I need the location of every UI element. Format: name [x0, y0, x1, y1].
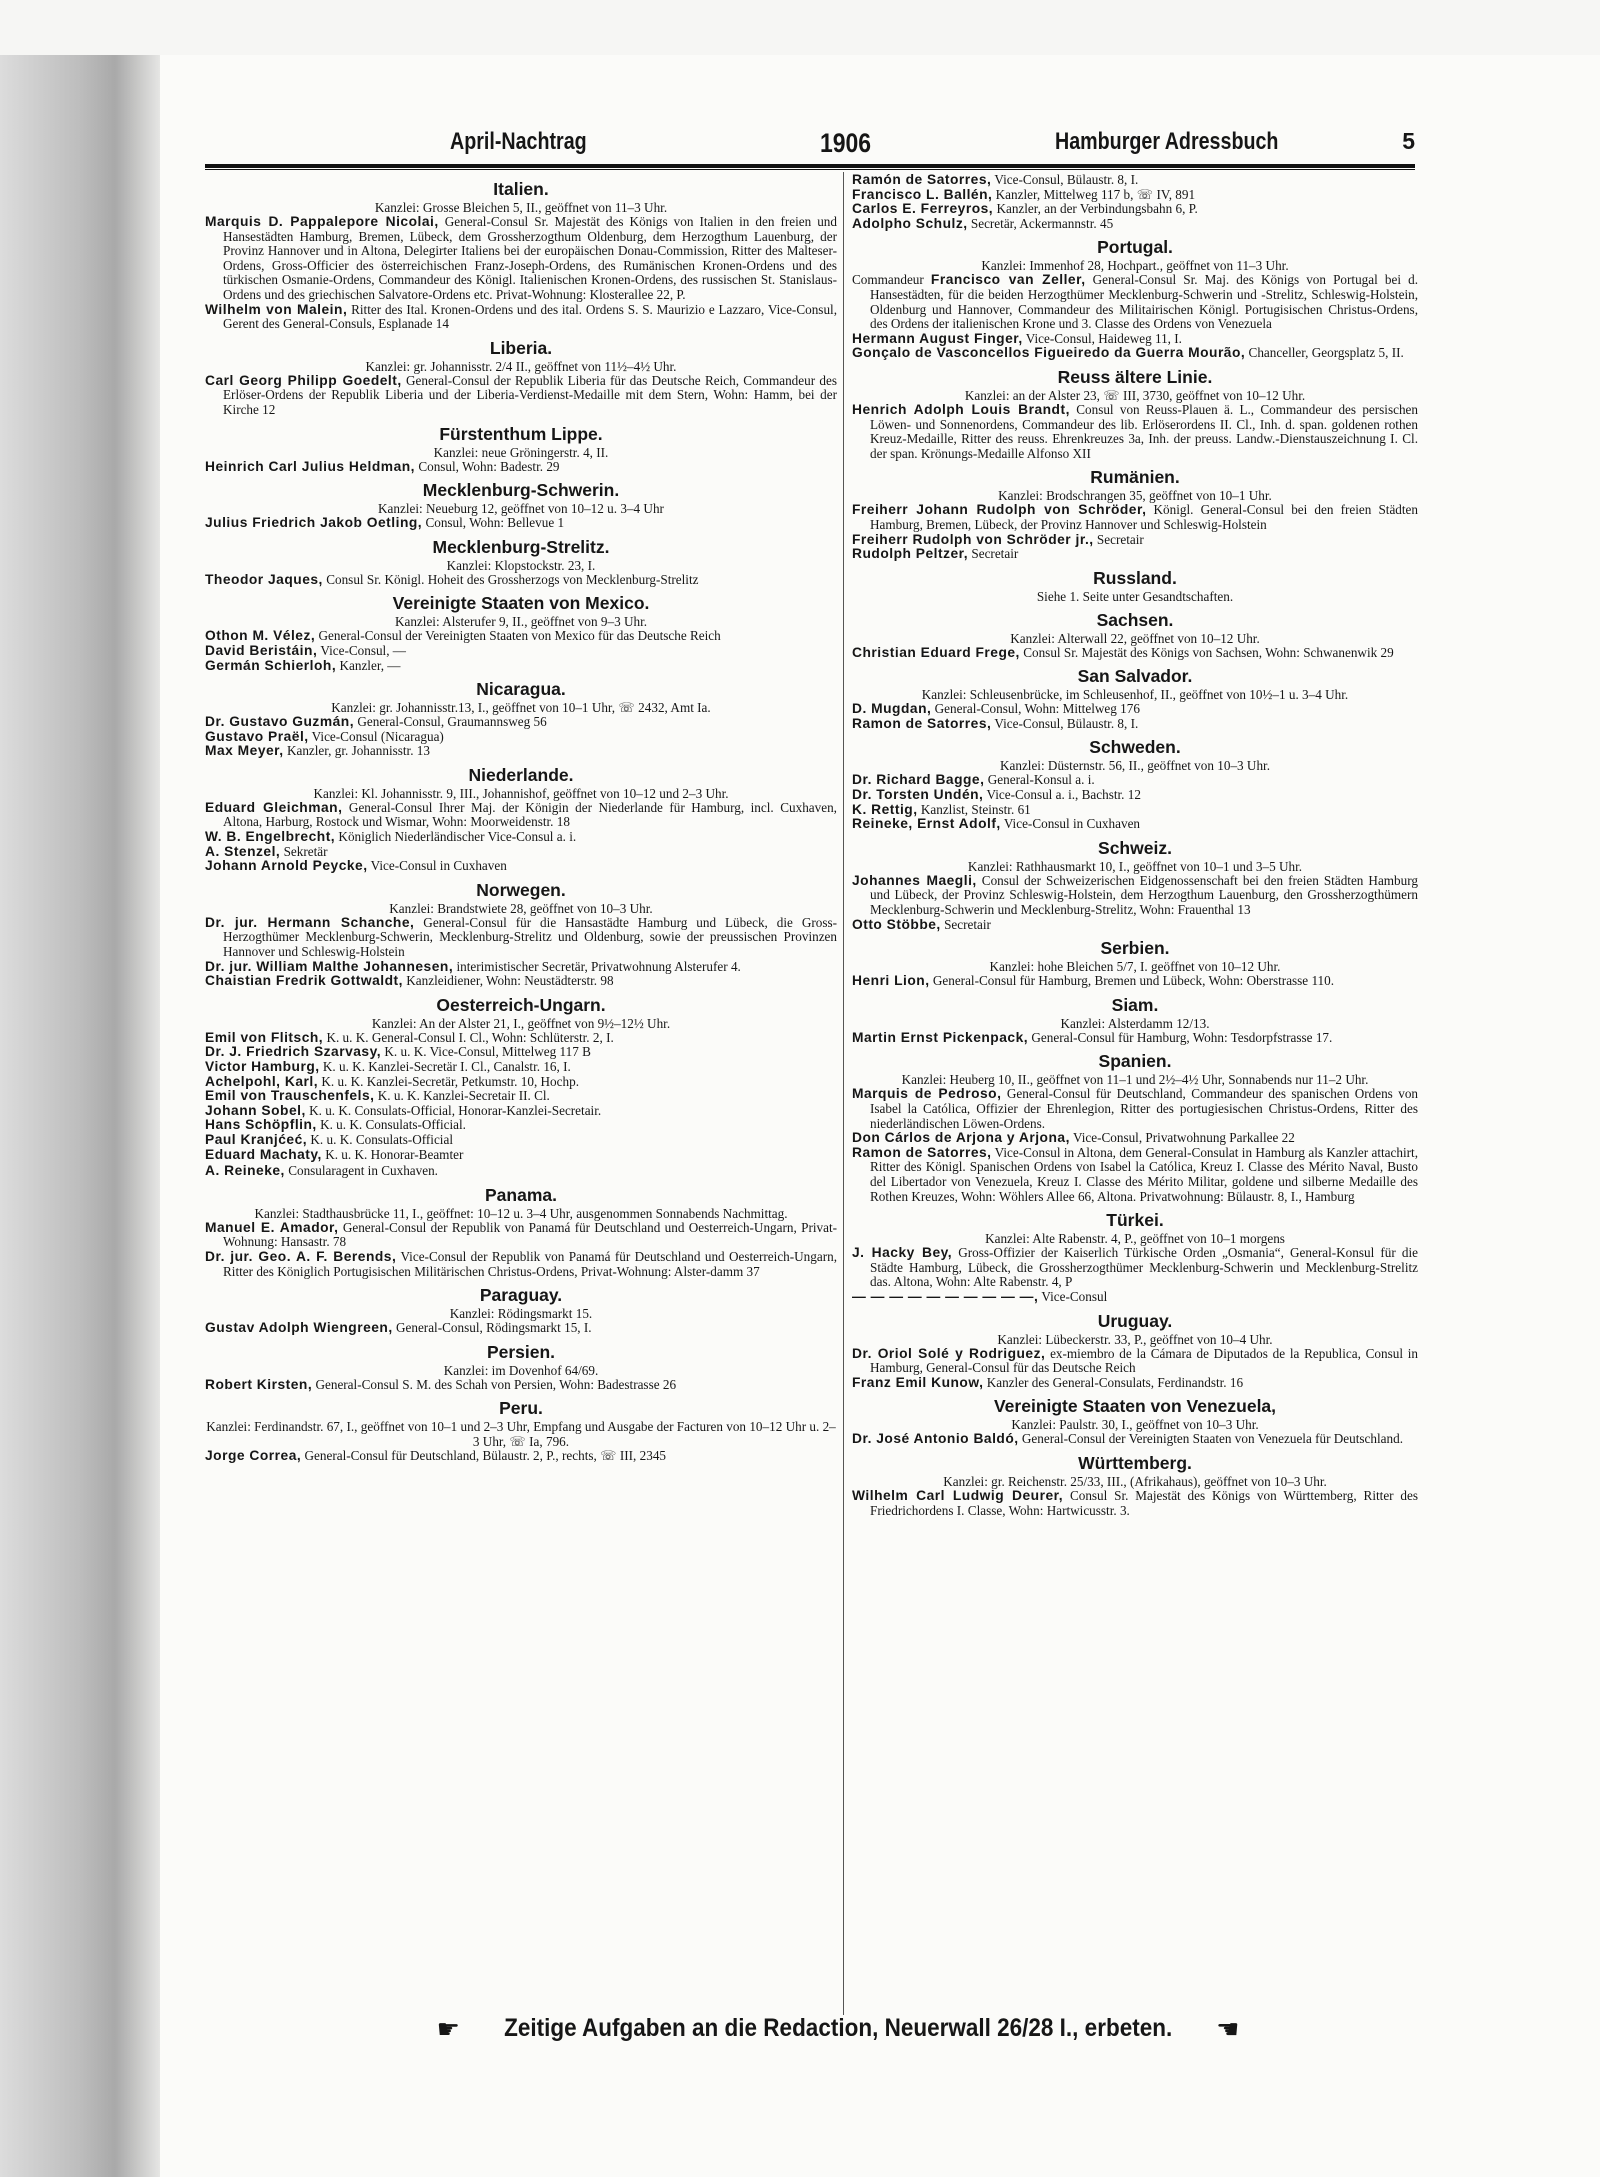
person-details: General-Consul der Vereinigten Staaten von Mexico für das Deutsche Reich: [315, 628, 721, 644]
person-details: K. u. K. Honorar-Beamter: [321, 1146, 464, 1162]
person-details: ex-miembro de la Cámara de Diputados de la Republica, Consul in Hamburg, General-Consul für das Deutsche Reich: [870, 1345, 1418, 1376]
directory-entry: [205, 215, 837, 303]
person-details: Vice-Consul, Haideweg 11, I.: [1022, 330, 1182, 346]
person-name: Franz Emil Kunow,: [852, 1374, 984, 1390]
consulate-section: [205, 880, 837, 989]
directory-entry: [205, 715, 837, 730]
person-details: Vice-Consul, —: [317, 642, 406, 658]
consulate-section: [852, 1396, 1418, 1447]
person-details: General-Consul für Deutschland, Bülaustr. 2, P., rechts, ☏ III, 2345: [301, 1448, 667, 1464]
directory-entry: [205, 801, 837, 830]
consulate-section: [205, 1185, 837, 1279]
person-details: General-Consul der Republik von Panamá für Deutschland und Oesterreich-Ungarn, Privat-Wohnung: Hansastr. 78: [223, 1219, 837, 1250]
directory-entry: [205, 1133, 837, 1148]
directory-entry: [852, 646, 1418, 661]
directory-entry: [205, 659, 837, 674]
person-details: General-Consul für die Hansastädte Hamburg und Lübeck, die Gross-Herzogthümer Mecklenburg-Schwerin, Mecklenburg-Strelitz und Oldenburg, sowie der preussischen Provinzen Hannover und Schleswig-Holstein: [223, 914, 837, 960]
office-info: Kanzlei: Schleusenbrücke, im Schleusenhof, II., geöffnet von 10½–1 u. 3–4 Uhr.: [921, 687, 1349, 703]
person-details: Königl. General-Consul bei den freien Städten Hamburg, Bremen, Lübeck, der Provinz Hannover und Schleswig-Holstein: [870, 502, 1418, 532]
consulate-section: [205, 1398, 837, 1464]
country-heading: Siam.: [1111, 994, 1159, 1015]
person-name: Dr. Torsten Undén,: [852, 787, 984, 803]
country-heading: Vereinigte Staaten von Mexico.: [392, 593, 650, 614]
country-heading: Schweiz.: [1098, 837, 1172, 858]
person-name: Wilhelm von Malein,: [205, 301, 348, 317]
person-name: Henrich Adolph Louis Brandt,: [852, 401, 1070, 417]
office-info: Kanzlei: Lübeckerstr. 33, P., geöffnet von 10–4 Uhr.: [997, 1331, 1273, 1347]
person-name: Otto Stöbbe,: [852, 916, 941, 932]
person-details: K. u. K. Consulats-Official, Honorar-Kanzlei-Secretair.: [305, 1102, 602, 1118]
consulate-section: [852, 610, 1418, 661]
person-details: K. u. K. Kanzlei-Secretair II. Cl.: [374, 1088, 550, 1104]
person-details: Secretair: [1093, 531, 1144, 547]
office-info: Kanzlei: Düsternstr. 56, II., geöffnet von 10–3 Uhr.: [999, 758, 1271, 774]
person-details: Vice-Consul der Republik von Panamá für Deutschland und Oesterreich-Ungarn, Ritter des Königlich Portugisischen Militärischen Christus-Ordens, Privat-Wohnung: Alster-damm 37: [223, 1248, 837, 1279]
directory-entry: [205, 460, 837, 475]
country-heading: Schweden.: [1089, 737, 1181, 758]
directory-entry: [852, 403, 1418, 461]
country-heading: Spanien.: [1098, 1051, 1172, 1072]
person-details: Kanzleidiener, Wohn: Neustädterstr. 98: [402, 973, 614, 989]
directory-entry: [205, 1089, 837, 1104]
office-info: Kanzlei: Heuberg 10, II., geöffnet von 11–1 und 2½–4½ Uhr, Sonnabends nur 11–2 Uhr.: [901, 1072, 1369, 1088]
office-info: Kanzlei: Immenhof 28, Hochpart., geöffnet von 11–3 Uhr.: [981, 258, 1289, 274]
directory-entry: [205, 1321, 837, 1336]
header-rule: [205, 164, 1415, 170]
person-details: Consul von Reuss-Plauen ä. L., Commandeur des persischen Löwen- und Sonnenordens, Commandeur des lib. Erlöserordens II. Cl., Inh. d. span. goldenen rothen Kreuz-Medaille, Ritter des reuss. Ehrenkreuzes 3a, Inh. der preuss. Landw.-Dienstauszeichnung I. Cl. der span. Krönungs-Medaille Alfonso XII: [870, 401, 1418, 461]
person-details: Vice-Consul in Altona, dem General-Consulat in Hamburg als Kanzler attachirt, Ritter des Königl. Spanischen Ordens von Isabel la Católica, Kreuz I. Classe des Mérito Naval, Busto del Libertador von Venezuela, Kreuz I. Classe des Mérito Militar, goldene und silberne Medaille des Rothen Kreuzes, Wohn: Wöhlers Allee 66, Altona. Privatwohnung: Bülaustr. 8, I., Hamburg: [870, 1144, 1418, 1204]
directory-entry: [852, 717, 1418, 732]
country-heading: Nicaragua.: [476, 679, 566, 700]
person-name: Dr. jur. Hermann Schanche,: [205, 914, 415, 930]
directory-entry: [205, 644, 837, 659]
consulate-section: [852, 1311, 1418, 1391]
person-name: Theodor Jaques,: [205, 571, 323, 587]
directory-entry: [852, 173, 1418, 188]
person-details: Vice-Consul: [1038, 1288, 1108, 1304]
consulate-section: [852, 173, 1418, 231]
person-details: Kanzler des General-Consulats, Ferdinandstr. 16: [983, 1374, 1244, 1390]
directory-entry: [852, 217, 1418, 232]
office-info: Kanzlei: Rödingsmarkt 15.: [449, 1306, 593, 1322]
country-heading: Vereinigte Staaten von Venezuela,: [993, 1396, 1277, 1417]
person-name: Rudolph Peltzer,: [852, 546, 969, 562]
person-details: Secretair: [940, 916, 991, 932]
person-details: Kanzler, an der Verbindungsbahn 6, P.: [993, 201, 1198, 217]
consulate-section: [852, 995, 1418, 1046]
country-heading: Serbien.: [1100, 938, 1170, 959]
person-name: Manuel E. Amador,: [205, 1219, 339, 1235]
consulate-section: [205, 1285, 837, 1336]
directory-entry: [852, 1087, 1418, 1131]
directory-entry: [205, 730, 837, 745]
person-name: Dr. jur. Geo. A. F. Berends,: [205, 1248, 397, 1264]
person-details: interimistischer Secretär, Privatwohnung Alsterufer 4.: [453, 958, 741, 974]
person-name: Paul Kranjćeć,: [205, 1131, 308, 1147]
office-info: Kanzlei: Grosse Bleichen 5, II., geöffnet von 11–3 Uhr.: [374, 200, 668, 215]
consulate-section: [205, 179, 837, 332]
office-info: Kanzlei: Ferdinandstr. 67, I., geöffnet von 10–1 und 2–3 Uhr, Empfang und Ausgabe der Facturen von 10–12 Uhr u. 2–3 Uhr, ☏ Ia, 796.: [206, 1419, 836, 1450]
directory-entry: [205, 916, 837, 960]
person-details: General-Consul der Vereinigten Staaten von Venezuela für Deutschland.: [1018, 1431, 1403, 1447]
header-title: Hamburger Adressbuch: [1055, 128, 1279, 155]
directory-entry: [852, 803, 1418, 818]
footer-notice: [378, 2014, 1298, 2050]
consulate-section: [852, 1210, 1418, 1304]
person-name: Freiherr Rudolph von Schröder jr.,: [852, 531, 1094, 547]
person-name: Robert Kirsten,: [205, 1376, 313, 1392]
binding-shadow: [0, 55, 160, 2177]
directory-entry: [205, 1075, 837, 1090]
person-name: Hermann August Finger,: [852, 330, 1023, 346]
country-heading: Niederlande.: [468, 764, 574, 785]
consulate-section: [205, 1342, 837, 1393]
office-info: Kanzlei: an der Alster 23, ☏ III, 3730, geöffnet von 10–12 Uhr.: [964, 387, 1306, 403]
directory-entry: [852, 273, 1418, 331]
right-column: [852, 173, 1418, 2013]
directory-entry: [852, 1347, 1418, 1376]
country-heading: Uruguay.: [1097, 1310, 1173, 1331]
directory-entry: [852, 1246, 1418, 1290]
person-details: K. u. K. Kanzlei-Secretär, Petkumstr. 10, Hochp.: [318, 1073, 579, 1089]
country-heading: Liberia.: [489, 337, 553, 358]
person-details: General-Consul, Graumannsweg 56: [354, 714, 547, 730]
country-heading: Peru.: [499, 1398, 543, 1419]
directory-entry: [852, 1146, 1418, 1204]
person-details: Consularagent in Cuxhaven.: [284, 1163, 438, 1179]
consulate-section: [852, 1453, 1418, 1518]
office-info: Kanzlei: neue Gröningerstr. 4, II.: [433, 444, 609, 460]
directory-entry: [852, 702, 1418, 717]
person-details: K. u. K. General-Consul I. Cl., Wohn: Schlüterstr. 2, I.: [323, 1029, 614, 1045]
person-details: Consul, Wohn: Badestr. 29: [415, 458, 560, 474]
country-heading: Fürstenthum Lippe.: [439, 423, 603, 444]
consulate-section: [852, 666, 1418, 731]
person-details: Consul Sr. Königl. Hoheit des Grossherzogs von Mecklenburg-Strelitz: [322, 571, 699, 587]
person-details: Königlich Niederländischer Vice-Consul a. i.: [335, 829, 577, 845]
person-details: Vice-Consul (Nicaragua): [308, 728, 444, 744]
office-info: Kanzlei: Alsterufer 9, II., geöffnet von 9–3 Uhr.: [394, 614, 648, 630]
person-name: Adolpho Schulz,: [852, 215, 968, 231]
person-details: Vice-Consul, Bülaustr. 8, I.: [991, 173, 1139, 187]
person-details: Vice-Consul a. i., Bachstr. 12: [983, 787, 1141, 803]
directory-entry: [852, 202, 1418, 217]
country-heading: Württemberg.: [1078, 1452, 1192, 1473]
consulate-section: [205, 593, 837, 673]
directory-entry: [852, 1432, 1418, 1447]
country-heading: Portugal.: [1097, 237, 1173, 258]
office-info: Kanzlei: Stadthausbrücke 11, I., geöffnet: 10–12 u. 3–4 Uhr, ausgenommen Sonnabends Nachmittag.: [254, 1205, 788, 1221]
office-info: Kanzlei: Alsterdamm 12/13.: [1060, 1015, 1210, 1031]
country-heading: Norwegen.: [476, 879, 566, 900]
pointing-hand-left-icon: ☛: [436, 2014, 460, 2044]
person-name: Ramon de Satorres,: [852, 715, 992, 731]
directory-entry: [852, 1131, 1418, 1146]
page-header: [205, 124, 1415, 164]
consulate-section: [852, 938, 1418, 989]
consulate-section: [205, 679, 837, 759]
person-name: Emil von Trauschenfels,: [205, 1088, 375, 1104]
directory-entry: [852, 1031, 1418, 1046]
directory-entry: [852, 533, 1418, 548]
country-heading: Reuss ältere Linie.: [1057, 366, 1213, 387]
person-name: Christian Eduard Frege,: [852, 644, 1020, 660]
person-name: K. Rettig,: [852, 801, 918, 817]
directory-entry: [205, 303, 837, 332]
person-details: General-Consul der Republik Liberia für das Deutsche Reich, Commandeur des Erlöser-Ordens der Republik Liberia und der Liberia-Verdienst-Medaille mit dem Stern, Wohn: Hamm, bei der Kirche 12: [223, 372, 837, 417]
office-info: Kanzlei: gr. Reichenstr. 25/33, III., (Afrikahaus), geöffnet von 10–3 Uhr.: [943, 1473, 1327, 1489]
person-details: Kanzler, gr. Johannisstr. 13: [283, 743, 430, 759]
directory-entry: [852, 773, 1418, 788]
person-name: Don Cárlos de Arjona y Arjona,: [852, 1130, 1070, 1146]
office-info: Kanzlei: Brodschrangen 35, geöffnet von 10–1 Uhr.: [998, 488, 1272, 504]
person-name: Eduard Machaty,: [205, 1146, 322, 1162]
consulate-section: [852, 467, 1418, 561]
consulate-section: [205, 995, 837, 1179]
person-name: Dr. José Antonio Baldó,: [852, 1431, 1019, 1447]
person-name: Johann Arnold Peycke,: [205, 858, 368, 874]
country-heading: Persien.: [486, 1341, 556, 1362]
person-details: General-Konsul a. i.: [984, 772, 1095, 788]
person-name: Wilhelm Carl Ludwig Deurer,: [852, 1487, 1064, 1503]
office-info: Kanzlei: Neueburg 12, geöffnet von 10–12 u. 3–4 Uhr: [378, 501, 664, 517]
directory-entry: [852, 918, 1418, 933]
country-heading: Türkei.: [1106, 1210, 1164, 1231]
person-details: General-Consul Sr. Maj. des Königs von Portugal bei d. Hansestädten, für die beiden Herzogthümer Mecklenburg-Schwerin und -Strelitz, Schleswig-Holstein, Oldenburg und Hannover, Commandeur des Militairischen Königl. Portugisischen Christus-Ordens, des Ordens der italienischen Krone und 3. Classe des Ordens von Venezuela: [870, 272, 1418, 332]
person-name: Julius Friedrich Jakob Oetling,: [205, 515, 423, 531]
person-name: W. B. Engelbrecht,: [205, 829, 336, 845]
person-details: Kanzlist, Steinstr. 61: [917, 801, 1031, 817]
directory-entry: [852, 332, 1418, 347]
directory-entry: [852, 974, 1418, 989]
person-name: Carlos E. Ferreyros,: [852, 201, 994, 217]
person-details: Sekretär: [280, 843, 328, 859]
person-details: Ritter des Ital. Kronen-Ordens und des ital. Ordens S. S. Maurizio e Lazzaro, Vice-Consul, Gerent des General-Consuls, Esplanade 14: [223, 301, 837, 332]
person-details: General-Consul, Rödingsmarkt 15, I.: [392, 1320, 592, 1336]
person-details: Kanzler, Mittelweg 117 b, ☏ IV, 891: [992, 186, 1196, 202]
person-details: Consul der Schweizerischen Eidgenossenschaft bei den freien Städten Hamburg und Lübeck, der Provinz Schleswig-Holstein, dem Herzogthum Lauenburg, den Grossherzogthümern Mecklenburg-Schwerin und Mecklenburg-Strelitz, Wohn: Frauenthal 13: [870, 872, 1418, 918]
left-column: [205, 173, 837, 2013]
consulate-section: [205, 537, 837, 588]
person-name: Ramon de Satorres,: [852, 1144, 992, 1160]
person-details: Consul Sr. Majestät des Königs von Württemberg, Ritter des Friedrichordens I. Classe, Wohn: Hartwicusstr. 3.: [870, 1487, 1418, 1518]
consulate-section: [205, 765, 837, 874]
person-title-prefix: Commandeur: [852, 272, 931, 288]
person-name: Carl Georg Philipp Goedelt,: [205, 372, 402, 388]
person-details: Vice-Consul in Cuxhaven: [367, 858, 507, 874]
person-name: D. Mugdan,: [852, 701, 932, 717]
person-name: A. Reineke,: [205, 1163, 285, 1179]
person-name: David Beristáin,: [205, 642, 318, 658]
person-name: A. Stenzel,: [205, 843, 281, 859]
person-details: K. u. K. Consulats-Official.: [316, 1117, 466, 1133]
person-name: Chaistian Fredrik Gottwaldt,: [205, 973, 403, 989]
consulate-section: [205, 424, 837, 475]
directory-entry: [852, 547, 1418, 562]
directory-entry: [852, 1489, 1418, 1518]
directory-entry: [205, 1031, 837, 1046]
person-details: General-Consul Ihrer Maj. der Königin der Niederlande für Hamburg, incl. Cuxhaven, Altona, Harburg, Rostock und Wismar, Wohn: Moorweidenstr. 18: [223, 799, 837, 830]
directory-entry: [205, 1104, 837, 1119]
directory-entry: [205, 1118, 837, 1133]
person-name: Francisco van Zeller,: [930, 272, 1086, 288]
person-details: General-Consul S. M. des Schah von Persien, Wohn: Badestrasse 26: [312, 1376, 677, 1392]
person-details: Vice-Consul, Bülaustr. 8, I.: [991, 715, 1139, 731]
directory-entry: [205, 1060, 837, 1075]
directory-entry: [205, 629, 837, 644]
directory-entry: [205, 573, 837, 588]
consulate-section: [205, 480, 837, 531]
directory-entry: [205, 374, 837, 418]
person-name: Marquis de Pedroso,: [852, 1086, 1002, 1102]
country-heading: Mecklenburg-Strelitz.: [432, 536, 610, 557]
directory-entry: [852, 1290, 1418, 1305]
country-heading: Oesterreich-Ungarn.: [436, 994, 606, 1015]
directory-entry: [205, 1221, 837, 1250]
person-name: Victor Hamburg,: [205, 1059, 320, 1074]
directory-entry: [852, 188, 1418, 203]
directory-entry: [852, 817, 1418, 832]
person-name: Achelpohl, Karl,: [205, 1073, 319, 1089]
directory-entry: [205, 1250, 837, 1279]
directory-entry: [205, 516, 837, 531]
person-name: Johann Sobel,: [205, 1102, 306, 1118]
footer-text: Zeitige Aufgaben an die Redaction, Neuerwall 26/28 I., erbeten.: [503, 2014, 1173, 2043]
person-name: Gustav Adolph Wiengreen,: [205, 1320, 393, 1336]
person-name: Henri Lion,: [852, 973, 930, 989]
person-name: Freiherr Johann Rudolph von Schröder,: [852, 502, 1147, 518]
person-name: Dr. Gustavo Guzmán,: [205, 714, 355, 730]
country-heading: San Salvador.: [1077, 666, 1193, 687]
person-name: Martin Ernst Pickenpack,: [852, 1029, 1029, 1045]
person-details: K. u. K. Vice-Consul, Mittelweg 117 B: [381, 1044, 591, 1060]
consulate-section: [852, 737, 1418, 831]
country-heading: Sachsen.: [1096, 609, 1174, 630]
directory-entry: [205, 1148, 837, 1163]
office-info: Kanzlei: Rathhausmarkt 10, I., geöffnet von 10–1 und 3–5 Uhr.: [967, 858, 1303, 874]
person-details: Consul Sr. Majestät des Königs von Sachsen, Wohn: Schwanenwik 29: [1019, 644, 1394, 660]
office-info: Siehe 1. Seite unter Gesandtschaften.: [1036, 588, 1234, 604]
person-name: Gustavo Praël,: [205, 728, 309, 744]
person-details: Vice-Consul, Privatwohnung Parkallee 22: [1069, 1130, 1295, 1146]
person-name: Gonçalo de Vasconcellos Figueiredo da Guerra Mourão,: [852, 345, 1246, 361]
person-details: K. u. K. Kanzlei-Secretär I. Cl., Canalstr. 16, I.: [319, 1059, 571, 1074]
person-name: Dr. J. Friedrich Szarvasy,: [205, 1044, 382, 1060]
person-name: Marquis D. Pappalepore Nicolai,: [205, 214, 439, 229]
office-info: Kanzlei: gr. Johannisstr.13, I., geöffnet von 10–1 Uhr, ☏ 2432, Amt Ia.: [331, 700, 711, 716]
directory-entry: [205, 845, 837, 860]
country-heading: Panama.: [485, 1184, 557, 1205]
person-details: K. u. K. Consulats-Official: [307, 1131, 453, 1147]
person-name: J. Hacky Bey,: [852, 1245, 953, 1261]
person-name: Dr. Oriol Solé y Rodriguez,: [852, 1345, 1046, 1361]
directory-entry: [205, 1378, 837, 1393]
person-name: Hans Schöpflin,: [205, 1117, 317, 1133]
consulate-section: [852, 1051, 1418, 1204]
directory-entry: [205, 1045, 837, 1060]
person-name: Dr. Richard Bagge,: [852, 772, 985, 788]
person-name: Johannes Maegli,: [852, 872, 977, 888]
person-name: Ramón de Satorres,: [852, 173, 992, 187]
person-details: Secretair: [968, 546, 1019, 562]
person-name: Germán Schierloh,: [205, 657, 337, 673]
person-details: Vice-Consul in Cuxhaven: [1000, 816, 1141, 832]
office-info: Kanzlei: hohe Bleichen 5/7, I. geöffnet von 10–12 Uhr.: [989, 959, 1281, 975]
pointing-hand-right-icon: ☚: [1216, 2014, 1240, 2044]
consulate-section: [852, 367, 1418, 461]
person-details: Kanzler, —: [336, 657, 401, 673]
directory-entry: [205, 830, 837, 845]
office-info: Kanzlei: Alte Rabenstr. 4, P., geöffnet von 10–1 morgens: [985, 1231, 1285, 1247]
directory-entry: [852, 874, 1418, 918]
person-details: Chanceller, Georgsplatz 5, II.: [1245, 345, 1404, 361]
directory-entry: [852, 503, 1418, 532]
directory-entry: [205, 974, 837, 989]
person-details: General-Consul für Hamburg, Wohn: Tesdorpfstrasse 17.: [1028, 1029, 1333, 1045]
country-heading: Italien.: [493, 179, 549, 199]
person-details: General-Consul für Hamburg, Bremen und Lübeck, Wohn: Oberstrasse 110.: [929, 973, 1335, 989]
country-heading: Mecklenburg-Schwerin.: [422, 480, 620, 501]
person-name: Jorge Correa,: [205, 1448, 302, 1464]
consulate-section: [852, 237, 1418, 361]
person-name: Max Meyer,: [205, 743, 284, 759]
office-info: Kanzlei: Klopstockstr. 23, I.: [446, 557, 596, 573]
office-info: Kanzlei: Kl. Johannisstr. 9, III., Johannishof, geöffnet von 10–12 und 2–3 Uhr.: [313, 785, 729, 801]
person-details: General-Consul, Wohn: Mittelweg 176: [931, 701, 1140, 717]
consulate-section: [852, 568, 1418, 604]
person-name: Heinrich Carl Julius Heldman,: [205, 458, 416, 474]
consular-agent-note: [205, 1164, 837, 1179]
person-name: Dr. jur. William Malthe Johannesen,: [205, 958, 454, 974]
directory-entry: [852, 788, 1418, 803]
office-info: Kanzlei: An der Alster 21, I., geöffnet von 9½–12½ Uhr.: [371, 1015, 671, 1031]
person-details: Gross-Offizier der Kaiserlich Türkische Orden „Osmania“, General-Konsul für die Städte Hamburg, Lübeck, die Grossherzogthümer Mecklenburg-Schwerin und Mecklenburg-Strelitz das. Altona, Wohn: Alte Rabenstr. 4, P: [870, 1245, 1418, 1290]
person-name: Reineke, Ernst Adolf,: [852, 816, 1001, 832]
consulate-section: [205, 338, 837, 418]
office-info: Kanzlei: Brandstwiete 28, geöffnet von 10–3 Uhr.: [389, 900, 653, 916]
page-number: 5: [1402, 128, 1415, 154]
person-name: Eduard Gleichman,: [205, 799, 343, 815]
country-heading: Paraguay.: [479, 1285, 563, 1306]
directory-entry: [205, 1449, 837, 1464]
office-info: Kanzlei: Paulstr. 30, I., geöffnet von 10–3 Uhr.: [1011, 1417, 1259, 1433]
person-details: General-Consul für Deutschland, Commandeur des spanischen Ordens von Isabel la Católica, Offizier der Ehrenlegion, Ritter des portugiesischen Christus-Ordens, Ritter des niederländischen Löwen-Ordens.: [870, 1086, 1418, 1131]
office-info: Kanzlei: im Dovenhof 64/69.: [443, 1362, 599, 1378]
directory-entry: [205, 744, 837, 759]
directory-entry: [205, 960, 837, 975]
person-details: Secretär, Ackermannstr. 45: [967, 215, 1114, 231]
person-name: — — — — — — — — — —,: [852, 1288, 1039, 1304]
person-name: Francisco L. Ballén,: [852, 186, 993, 202]
header-year: 1906: [820, 128, 872, 158]
directory-entry: [852, 1376, 1418, 1391]
consulate-section: [852, 838, 1418, 932]
person-name: Othon M. Vélez,: [205, 628, 316, 644]
directory-entry: [852, 346, 1418, 361]
person-details: Consul, Wohn: Bellevue 1: [422, 515, 565, 531]
column-divider: [843, 172, 844, 2015]
country-heading: Rumänien.: [1090, 467, 1180, 488]
office-info: Kanzlei: Alterwall 22, geöffnet von 10–12 Uhr.: [1010, 630, 1260, 646]
header-left-label: April-Nachtrag: [450, 128, 587, 155]
person-name: Emil von Flitsch,: [205, 1029, 324, 1045]
office-info: Kanzlei: gr. Johannisstr. 2/4 II., geöffnet von 11½–4½ Uhr.: [365, 358, 677, 374]
country-heading: Russland.: [1093, 567, 1177, 588]
person-details: General-Consul Sr. Majestät des Königs von Italien in den freien und Hansestädten Hamburg, Bremen, Lübeck, dem Grossherzogthum Oldenburg, dem Herzogthum Lauenburg, der Provinz Hannover und in Altona, Delegirter Italiens bei der europäischen Donau-Commission, Ritter des Malteser-Ordens, Gross-Officier des österreichischen Franz-Joseph-Ordens, des Rumänischen Kronen-Ordens und des türkischen Osmanie-Ordens, Commandeur des Königl. Italienischen Kronen-Ordens, des russischen St. Stanislaus-Ordens und des griechischen Salvatore-Ordens etc. Privat-Wohnung: Klosterallee 22, P.: [223, 214, 837, 302]
directory-entry: [205, 859, 837, 874]
